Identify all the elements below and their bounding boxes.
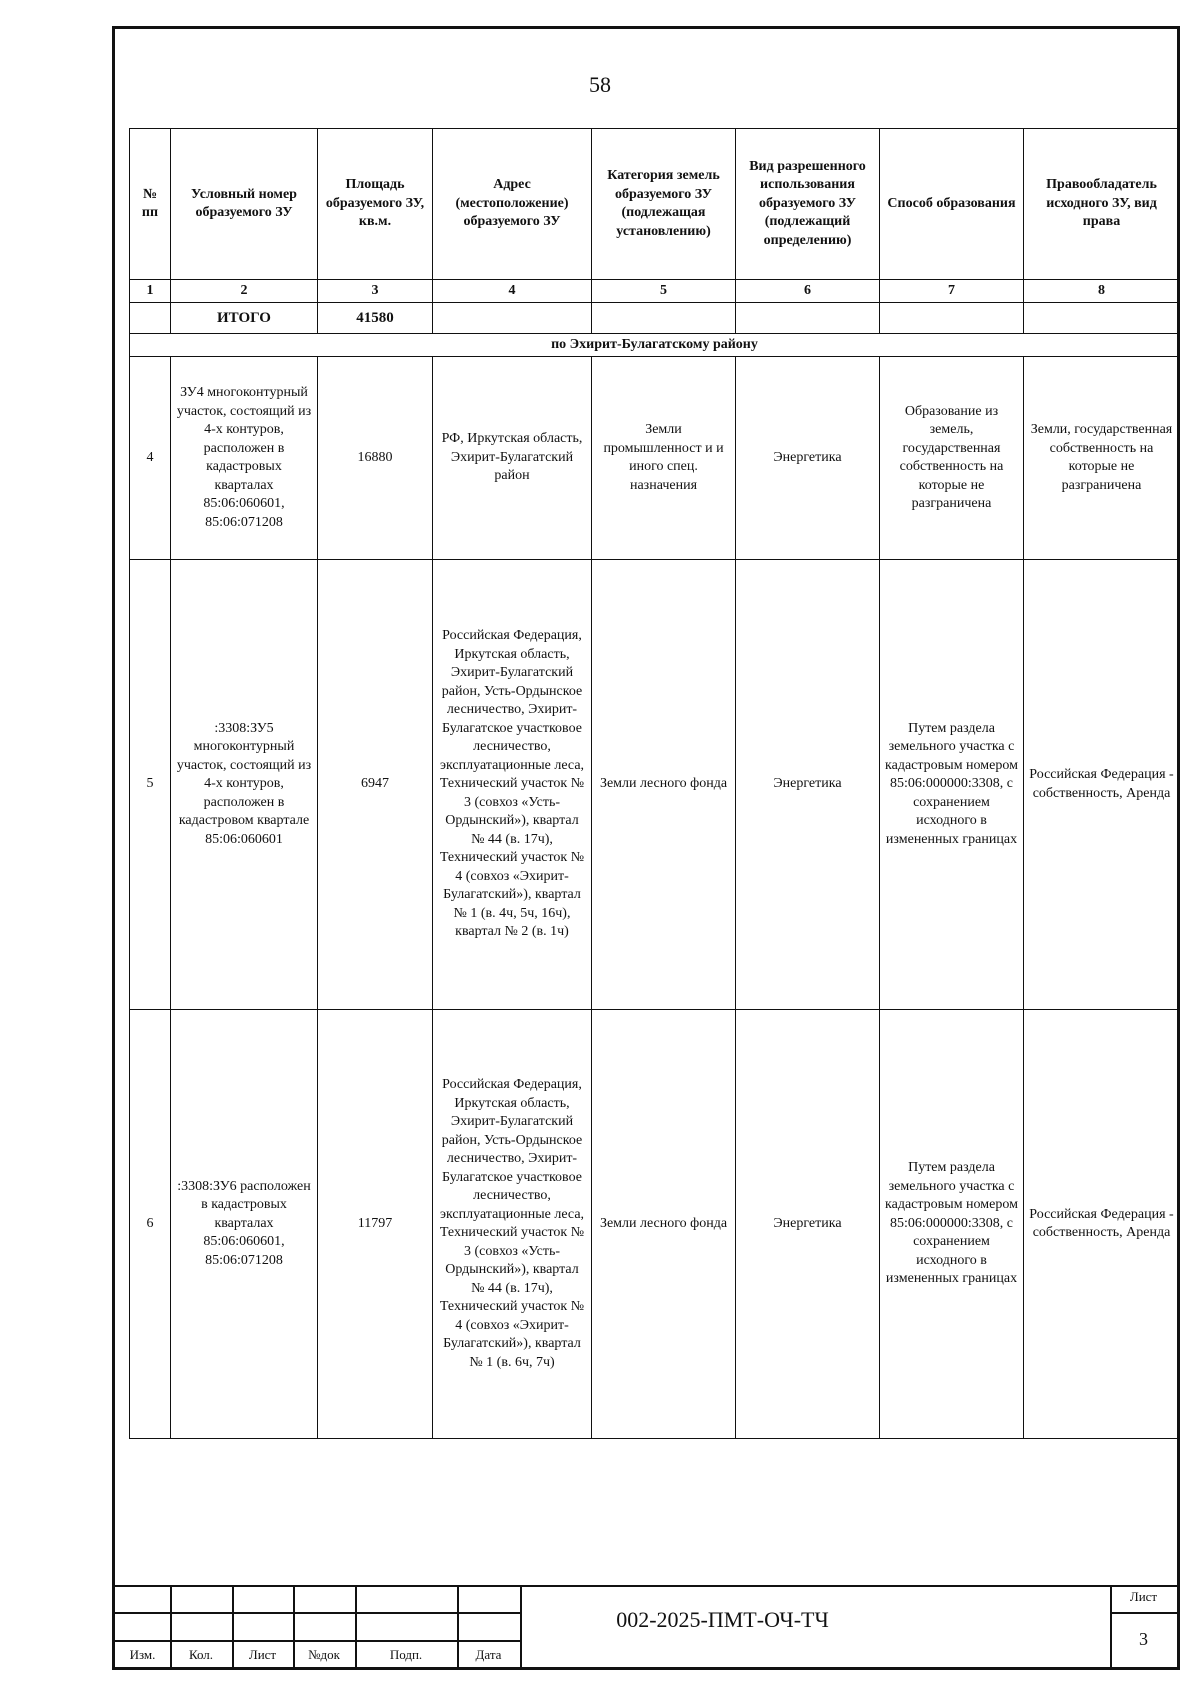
- row-owner: Российская Федерация - собственность, Аренда: [1024, 560, 1180, 1010]
- stamp-label-sheet: Лист: [248, 1647, 277, 1662]
- row-method: Путем раздела земельного участка с кадастровым номером 85:06:000000:3308, с сохранением исходного в измененных границах: [880, 1010, 1024, 1439]
- column-number: 1: [130, 280, 171, 303]
- row-name: :3308:ЗУ6 расположен в кадастровых кварталах 85:06:060601, 85:06:071208: [171, 1010, 318, 1439]
- stamp-label-count: Кол.: [188, 1647, 214, 1662]
- row-area: 16880: [318, 357, 433, 560]
- row-address: Российская Федерация, Иркутская область, Эхирит-Булагатский район, Усть-Ордынское лесничество, Эхирит-Булагатское участковое лесничество, эксплуатационные леса, Технический участок № 3 (совхоз «Усть-Ордынский»), квартал № 44 (в. 17ч), Технический участок № 4 (совхоз «Эхирит-Булагатский»), квартал № 1 (в. 6ч, 7ч): [433, 1010, 592, 1439]
- row-category: Земли лесного фонда: [592, 560, 736, 1010]
- sheet-number: 3: [1139, 1629, 1148, 1649]
- column-number: 4: [433, 280, 592, 303]
- row-num: 6: [130, 1010, 171, 1439]
- header-address: Адрес (местоположение) образуемого ЗУ: [433, 129, 592, 280]
- total-value: 41580: [318, 303, 433, 334]
- row-area: 11797: [318, 1010, 433, 1439]
- row-use: Энергетика: [736, 560, 880, 1010]
- column-number: 5: [592, 280, 736, 303]
- row-category: Земли лесного фонда: [592, 1010, 736, 1439]
- row-method: Образование из земель, государственная собственность на которые не разграничена: [880, 357, 1024, 560]
- column-number: 8: [1024, 280, 1180, 303]
- header-name: Условный номер образуемого ЗУ: [171, 129, 318, 280]
- row-area: 6947: [318, 560, 433, 1010]
- row-method: Путем раздела земельного участка с кадастровым номером 85:06:000000:3308, с сохранением исходного в измененных границах: [880, 560, 1024, 1010]
- row-category: Земли промышленност и и иного спец. назначения: [592, 357, 736, 560]
- row-use: Энергетика: [736, 1010, 880, 1439]
- column-numbers-row: [130, 280, 1180, 303]
- title-block: [115, 1585, 1177, 1667]
- region-heading: по Эхирит-Булагатскому району: [130, 334, 1180, 357]
- column-number: 6: [736, 280, 880, 303]
- row-address: РФ, Иркутская область, Эхирит-Булагатский район: [433, 357, 592, 560]
- row-owner: Земли, государственная собственность на которые не разграничена: [1024, 357, 1180, 560]
- row-name: ЗУ4 многоконтурный участок, состоящий из 4-х контуров, расположен в кадастровых кварталах 85:06:060601, 85:06:071208: [171, 357, 318, 560]
- column-number: 7: [880, 280, 1024, 303]
- region-heading-row: [130, 334, 1180, 357]
- row-owner: Российская Федерация - собственность, Аренда: [1024, 1010, 1180, 1439]
- header-area: Площадь образуемого ЗУ, кв.м.: [318, 129, 433, 280]
- stamp-label-date: Дата: [475, 1647, 502, 1662]
- column-number: 2: [171, 280, 318, 303]
- column-number: 3: [318, 280, 433, 303]
- row-num: 5: [130, 560, 171, 1010]
- row-address: Российская Федерация, Иркутская область, Эхирит-Булагатский район, Усть-Ордынское лесничество, Эхирит-Булагатское участковое лесничество, эксплуатационные леса, Технический участок № 3 (совхоз «Усть-Ордынский»), квартал № 44 (в. 17ч), Технический участок № 4 (совхоз «Эхирит-Булагатский»), квартал № 1 (в. 4ч, 5ч, 16ч), квартал № 2 (в. 1ч): [433, 560, 592, 1010]
- row-use: Энергетика: [736, 357, 880, 560]
- document-code: 002-2025-ПМТ-ОЧ-ТЧ: [616, 1607, 829, 1632]
- header-use: Вид разрешенного использования образуемого ЗУ (подлежащий определению): [736, 129, 880, 280]
- stamp-label-change: Изм.: [129, 1647, 156, 1662]
- page-number: 58: [589, 72, 611, 97]
- header-method: Способ образования: [880, 129, 1024, 280]
- table-row: [130, 1010, 1180, 1439]
- header-num: № пп: [130, 129, 171, 280]
- table-row: [130, 357, 1180, 560]
- total-row: [130, 303, 1180, 334]
- row-name: :3308:ЗУ5 многоконтурный участок, состоящий из 4-х контуров, расположен в кадастровом квартале 85:06:060601: [171, 560, 318, 1010]
- stamp-label-doc-number: №док: [308, 1647, 340, 1662]
- header-row: [130, 129, 1180, 280]
- stamp-label-signature: Подп.: [389, 1647, 423, 1662]
- total-label: ИТОГО: [171, 303, 318, 334]
- sheet-label: Лист: [1129, 1589, 1158, 1604]
- header-category: Категория земель образуемого ЗУ (подлежащая установлению): [592, 129, 736, 280]
- row-num: 4: [130, 357, 171, 560]
- header-owner: Правообладатель исходного ЗУ, вид права: [1024, 129, 1180, 280]
- table-row: [130, 560, 1180, 1010]
- land-plots-table: [129, 128, 1180, 1439]
